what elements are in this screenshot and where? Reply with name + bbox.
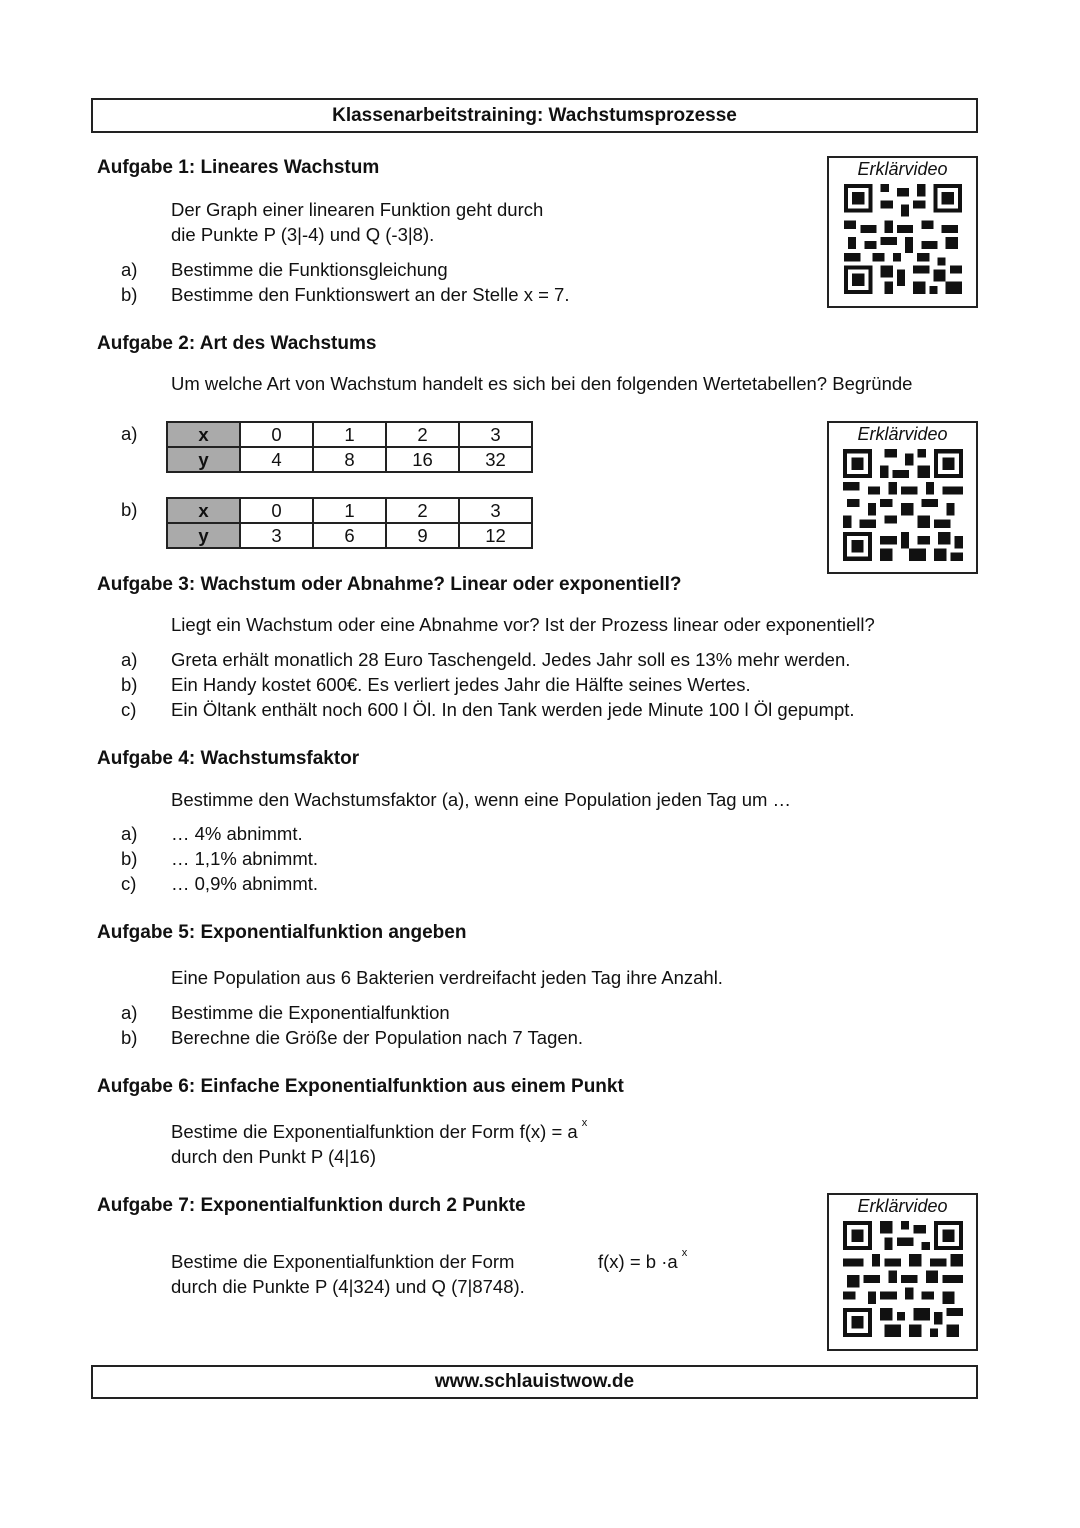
task3-title: Aufgabe 3: Wachstum oder Abnahme? Linear oder exponentiell?	[97, 574, 682, 595]
qr-caption: Erklärvideo	[857, 159, 948, 179]
task5-b-text: Berechne die Größe der Population nach 7 Tagen.	[171, 1027, 584, 1048]
table-cell: 32	[459, 447, 532, 472]
task7-exponent: x	[681, 1247, 688, 1259]
table-cell: 16	[386, 447, 459, 472]
qr-caption: Erklärvideo	[857, 1196, 948, 1216]
table-row	[167, 422, 532, 447]
task2-title: Aufgabe 2: Art des Wachstums	[97, 333, 377, 354]
task1-a-text: Bestimme die Funktionsgleichung	[171, 259, 448, 280]
table-cell: 4	[240, 447, 313, 472]
task5-title: Aufgabe 5: Exponentialfunktion angeben	[97, 922, 467, 943]
table-cell: 3	[459, 498, 532, 523]
qr-box-1[interactable]	[827, 156, 978, 308]
task1-title: Aufgabe 1: Lineares Wachstum	[97, 157, 380, 178]
task7-formula	[598, 1247, 688, 1273]
table-cell: 3	[459, 422, 532, 447]
task1-a-label: a)	[121, 259, 138, 280]
task2-intro: Um welche Art von Wachstum handelt es sich bei den folgenden Wertetabellen? Begründe	[171, 373, 913, 394]
task5-a-text: Bestimme die Exponentialfunktion	[171, 1002, 450, 1023]
task3-intro: Liegt ein Wachstum oder eine Abnahme vor? Ist der Prozess linear oder exponentiell?	[171, 614, 875, 635]
task1-b-label: b)	[121, 284, 138, 305]
task6-line2: durch den Punkt P (4|16)	[171, 1146, 377, 1167]
qr-caption: Erklärvideo	[857, 424, 948, 444]
task2-a-label: a)	[121, 423, 138, 444]
table-cell: 1	[313, 498, 386, 523]
task4-c-label: c)	[121, 873, 137, 894]
task1-intro-line1: Der Graph einer linearen Funktion geht durch	[171, 199, 544, 220]
task4-intro: Bestimme den Wachstumsfaktor (a), wenn eine Population jeden Tag um …	[171, 789, 792, 810]
task7-line1: Bestime die Exponentialfunktion der Form	[171, 1251, 515, 1272]
task4-b-text: … 1,1% abnimmt.	[171, 848, 319, 869]
table-row	[167, 498, 532, 523]
task4-c-text: … 0,9% abnimmt.	[171, 873, 319, 894]
task3-a-text: Greta erhält monatlich 28 Euro Taschengeld. Jedes Jahr soll es 13% mehr werden.	[171, 649, 851, 670]
task3-b-text: Ein Handy kostet 600€. Es verliert jedes Jahr die Hälfte seines Wertes.	[171, 674, 751, 695]
task6-title: Aufgabe 6: Einfache Exponentialfunktion aus einem Punkt	[97, 1076, 624, 1097]
task6-exponent: x	[581, 1117, 588, 1129]
task7-formula-text: f(x) = b ·a	[598, 1251, 678, 1272]
table-cell: 2	[386, 422, 459, 447]
table-cell: 6	[313, 523, 386, 548]
table-cell: 1	[313, 422, 386, 447]
task3-c-label: c)	[121, 699, 137, 720]
qr-code-icon	[843, 449, 963, 561]
table-row	[167, 523, 532, 548]
table-cell: 8	[313, 447, 386, 472]
task4-b-label: b)	[121, 848, 138, 869]
qr-code-icon	[843, 1221, 963, 1337]
task7-line2: durch die Punkte P (4|324) und Q (7|8748).	[171, 1276, 525, 1297]
header-frame	[91, 98, 978, 133]
task5-a-label: a)	[121, 1002, 138, 1023]
table-head-x: x	[167, 498, 240, 523]
qr-box-2[interactable]	[827, 421, 978, 574]
table-cell: 9	[386, 523, 459, 548]
table-head-y: y	[167, 523, 240, 548]
qr-box-3[interactable]	[827, 1193, 978, 1351]
table-cell: 3	[240, 523, 313, 548]
task2-b-label: b)	[121, 499, 138, 520]
footer-frame	[91, 1365, 978, 1399]
table-cell: 2	[386, 498, 459, 523]
value-table-a	[166, 421, 533, 473]
table-cell: 12	[459, 523, 532, 548]
table-row	[167, 447, 532, 472]
task4-title: Aufgabe 4: Wachstumsfaktor	[97, 748, 360, 769]
task3-a-label: a)	[121, 649, 138, 670]
task4-a-text: … 4% abnimmt.	[171, 823, 303, 844]
table-head-x: x	[167, 422, 240, 447]
task1-intro-line2: die Punkte P (3|-4) und Q (-3|8).	[171, 224, 435, 245]
table-cell: 0	[240, 498, 313, 523]
value-table-b	[166, 497, 533, 549]
task3-b-label: b)	[121, 674, 138, 695]
task5-b-label: b)	[121, 1027, 138, 1048]
footer-website[interactable]: www.schlauistwow.de	[434, 1371, 635, 1392]
task1-b-text: Bestimme den Funktionswert an der Stelle x = 7.	[171, 284, 570, 305]
qr-code-icon	[844, 184, 962, 294]
task6-line1	[171, 1117, 588, 1143]
page-title: Klassenarbeitstraining: Wachstumsprozesse	[332, 105, 737, 126]
table-head-y: y	[167, 447, 240, 472]
task6-line1-text: Bestime die Exponentialfunktion der Form f(x) = a	[171, 1121, 578, 1142]
table-cell: 0	[240, 422, 313, 447]
task4-a-label: a)	[121, 823, 138, 844]
task7-title: Aufgabe 7: Exponentialfunktion durch 2 Punkte	[97, 1195, 526, 1216]
task5-intro: Eine Population aus 6 Bakterien verdreifacht jeden Tag ihre Anzahl.	[171, 967, 723, 988]
task3-c-text: Ein Öltank enthält noch 600 l Öl. In den Tank werden jede Minute 100 l Öl gepumpt.	[171, 699, 855, 720]
